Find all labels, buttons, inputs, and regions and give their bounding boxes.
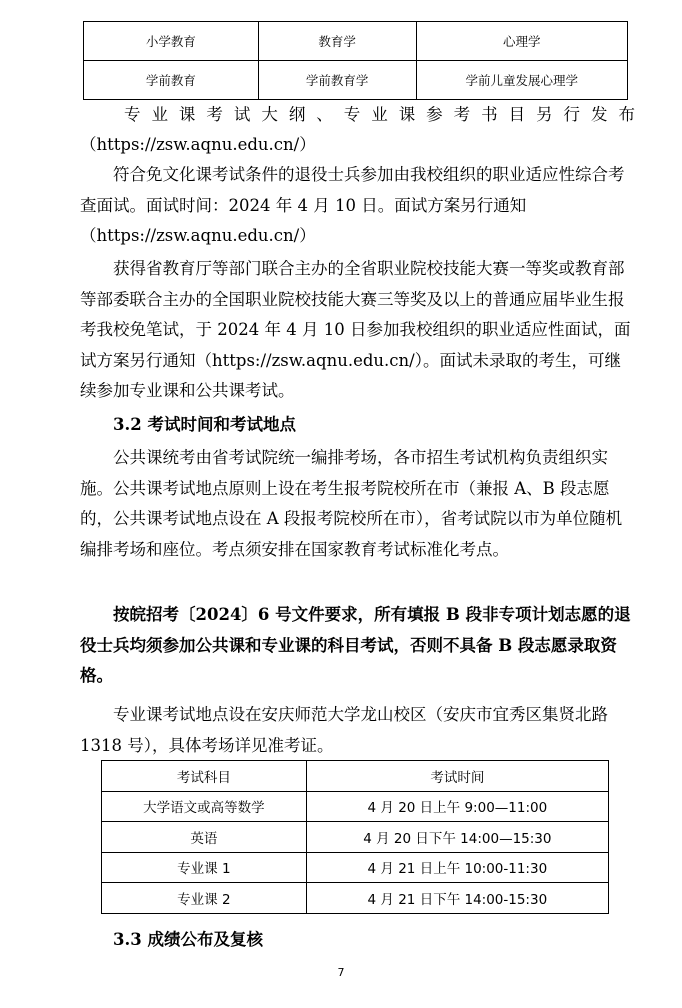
section-heading-3-3: 3.3 成绩公布及复核	[113, 930, 263, 949]
table-row	[102, 822, 609, 853]
table-row	[102, 852, 609, 883]
section-heading-3-2: 3.2 考试时间和考试地点	[113, 415, 296, 434]
paragraph-text: 公共课统考由省考试院统一编排考场，各市招生考试机构负责组织实施。公共课考试地点原则上设在考生报考院校所在市（兼报 A、B 段志愿的，公共课考试地点设在 A 段报考院校所在市），省考试院以市为单位随机编排考场和座位。考点须安排在国家教育考试标准化考点。	[80, 448, 623, 559]
paragraph-text: 专业课考试地点设在安庆师范大学龙山校区（安庆市宜秀区集贤北路 1318 号），具体考场详见准考证。	[80, 705, 608, 755]
syllabus-link[interactable]: （https://zsw.aqnu.edu.cn/）	[80, 135, 316, 154]
table-cell: 教育学	[258, 22, 416, 61]
table-header-cell: 考试时间	[306, 761, 608, 792]
paragraph-text: 获得省教育厅等部门联合主办的全省职业院校技能大赛一等奖或教育部等部委联合主办的全国职业院校技能大赛三等奖及以上的普通应届毕业生报考我校免笔试，于 2024 年 4 月 10 日参加我校组织的职业适应性面试，面试方案另行通知（https://zsw.aqnu.edu.cn/）。面试未录取的考生，可继续参加专业课和公共课考试。	[80, 259, 631, 400]
table-row	[102, 791, 609, 822]
paragraph-public-exam	[80, 443, 635, 565]
paragraph-text: 专业课考试大纲、专业课参考书目另行发布	[113, 105, 635, 124]
paragraph-skill-contest	[80, 254, 635, 407]
table-cell: 4 月 20 日下午 14:00—15:30	[306, 822, 608, 853]
paragraph-syllabus	[80, 100, 635, 131]
table-cell: 英语	[102, 822, 307, 853]
table-cell: 心理学	[416, 22, 627, 61]
table-cell: 4 月 21 日上午 10:00-11:30	[306, 852, 608, 883]
table-cell: 学前教育学	[258, 61, 416, 100]
table-row	[84, 61, 628, 100]
table-row	[84, 22, 628, 61]
table-cell: 专业课 2	[102, 883, 307, 914]
table-cell: 4 月 20 日上午 9:00—11:00	[306, 791, 608, 822]
table-cell: 大学语文或高等数学	[102, 791, 307, 822]
paragraph-veteran-interview	[80, 160, 635, 252]
table-cell: 4 月 21 日下午 14:00-15:30	[306, 883, 608, 914]
table-cell: 学前教育	[84, 61, 259, 100]
paragraph-exam-location	[80, 700, 635, 761]
table-header-cell: 考试科目	[102, 761, 307, 792]
table-cell: 学前儿童发展心理学	[416, 61, 627, 100]
table-cell: 小学教育	[84, 22, 259, 61]
paragraph-syllabus-link	[80, 130, 635, 161]
subject-table	[83, 21, 628, 100]
paragraph-text: 符合免文化课考试条件的退役士兵参加由我校组织的职业适应性综合考查面试。面试时间：2024 年 4 月 10 日。面试方案另行通知（https://zsw.aqnu.edu.cn/）	[80, 165, 625, 245]
exam-schedule-table	[101, 760, 609, 914]
table-header-row	[102, 761, 609, 792]
page-number: 7	[337, 966, 345, 979]
paragraph-requirement-bold	[80, 600, 635, 692]
table-row	[102, 883, 609, 914]
table-cell: 专业课 1	[102, 852, 307, 883]
paragraph-text: 按皖招考〔2024〕6 号文件要求，所有填报 B 段非专项计划志愿的退役士兵均须参加公共课和专业课的科目考试，否则不具备 B 段志愿录取资格。	[80, 605, 631, 685]
